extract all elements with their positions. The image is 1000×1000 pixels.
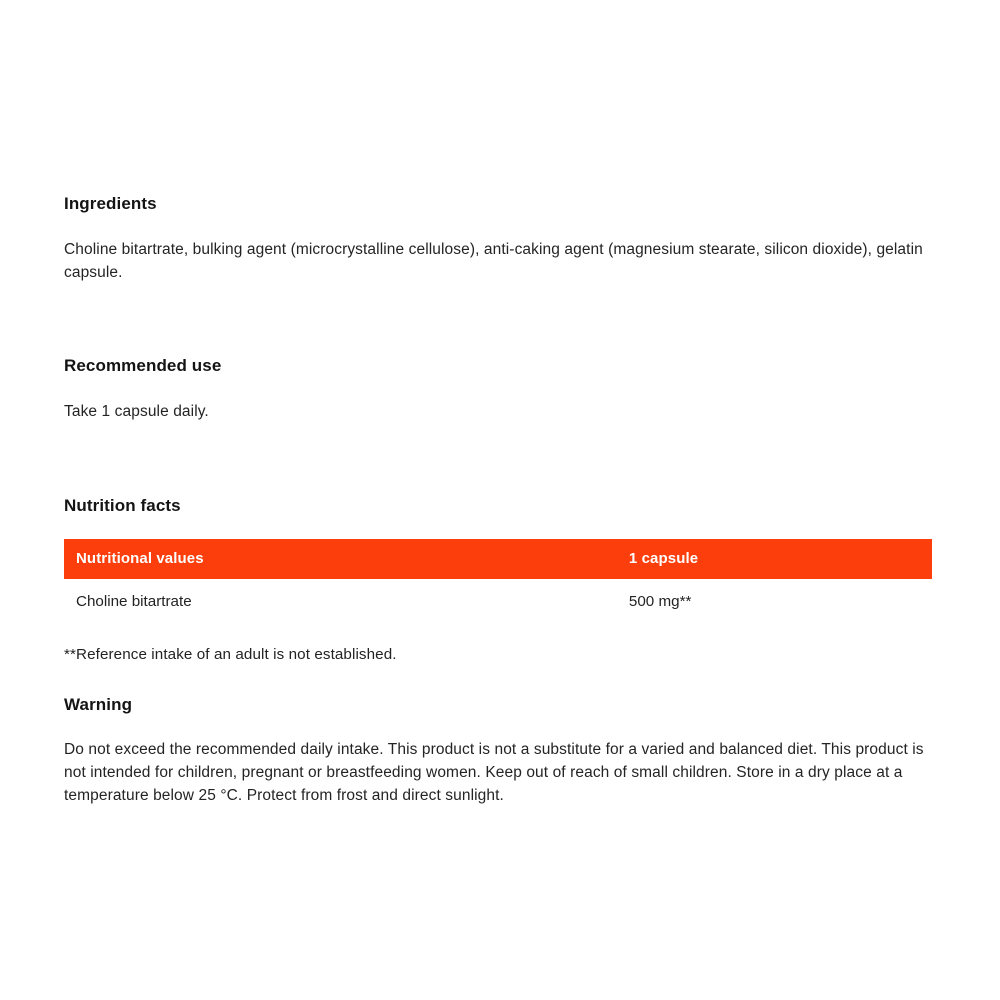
nutrition-footnote: **Reference intake of an adult is not established. (64, 645, 397, 663)
section-nutrition-facts (64, 496, 932, 666)
nutrition-table-row (64, 579, 932, 625)
nutrition-facts-heading: Nutrition facts (64, 495, 181, 515)
recommended-use-text: Take 1 capsule daily. (64, 402, 209, 420)
recommended-use-heading: Recommended use (64, 355, 222, 375)
nutrition-table (64, 539, 932, 625)
section-recommended-use (64, 356, 932, 423)
ingredients-heading: Ingredients (64, 194, 157, 213)
nutrition-table-header-serving: 1 capsule (617, 539, 932, 579)
warning-heading: Warning (64, 694, 133, 714)
nutrition-table-header-values: Nutritional values (64, 539, 617, 579)
ingredients-text: Choline bitartrate, bulking agent (microcrystalline cellulose), anti-caking agent (magnesium stearate, silicon dioxide), gelatin capsule. (64, 241, 923, 282)
warning-text: Do not exceed the recommended daily intake. This product is not a substitute for a varied and balanced diet. This product is not intended for children, pregnant or breastfeeding women. Keep out of reach of small children. Store in a dry place at a temperature below 25 °C. Protect from frost and direct sunlight. (64, 740, 924, 805)
nutrition-table-header-row (64, 539, 932, 579)
nutrition-cell-name: Choline bitartrate (76, 593, 192, 611)
section-warning (64, 695, 932, 808)
section-ingredients (64, 194, 932, 285)
nutrition-cell-value: 500 mg** (628, 593, 692, 611)
